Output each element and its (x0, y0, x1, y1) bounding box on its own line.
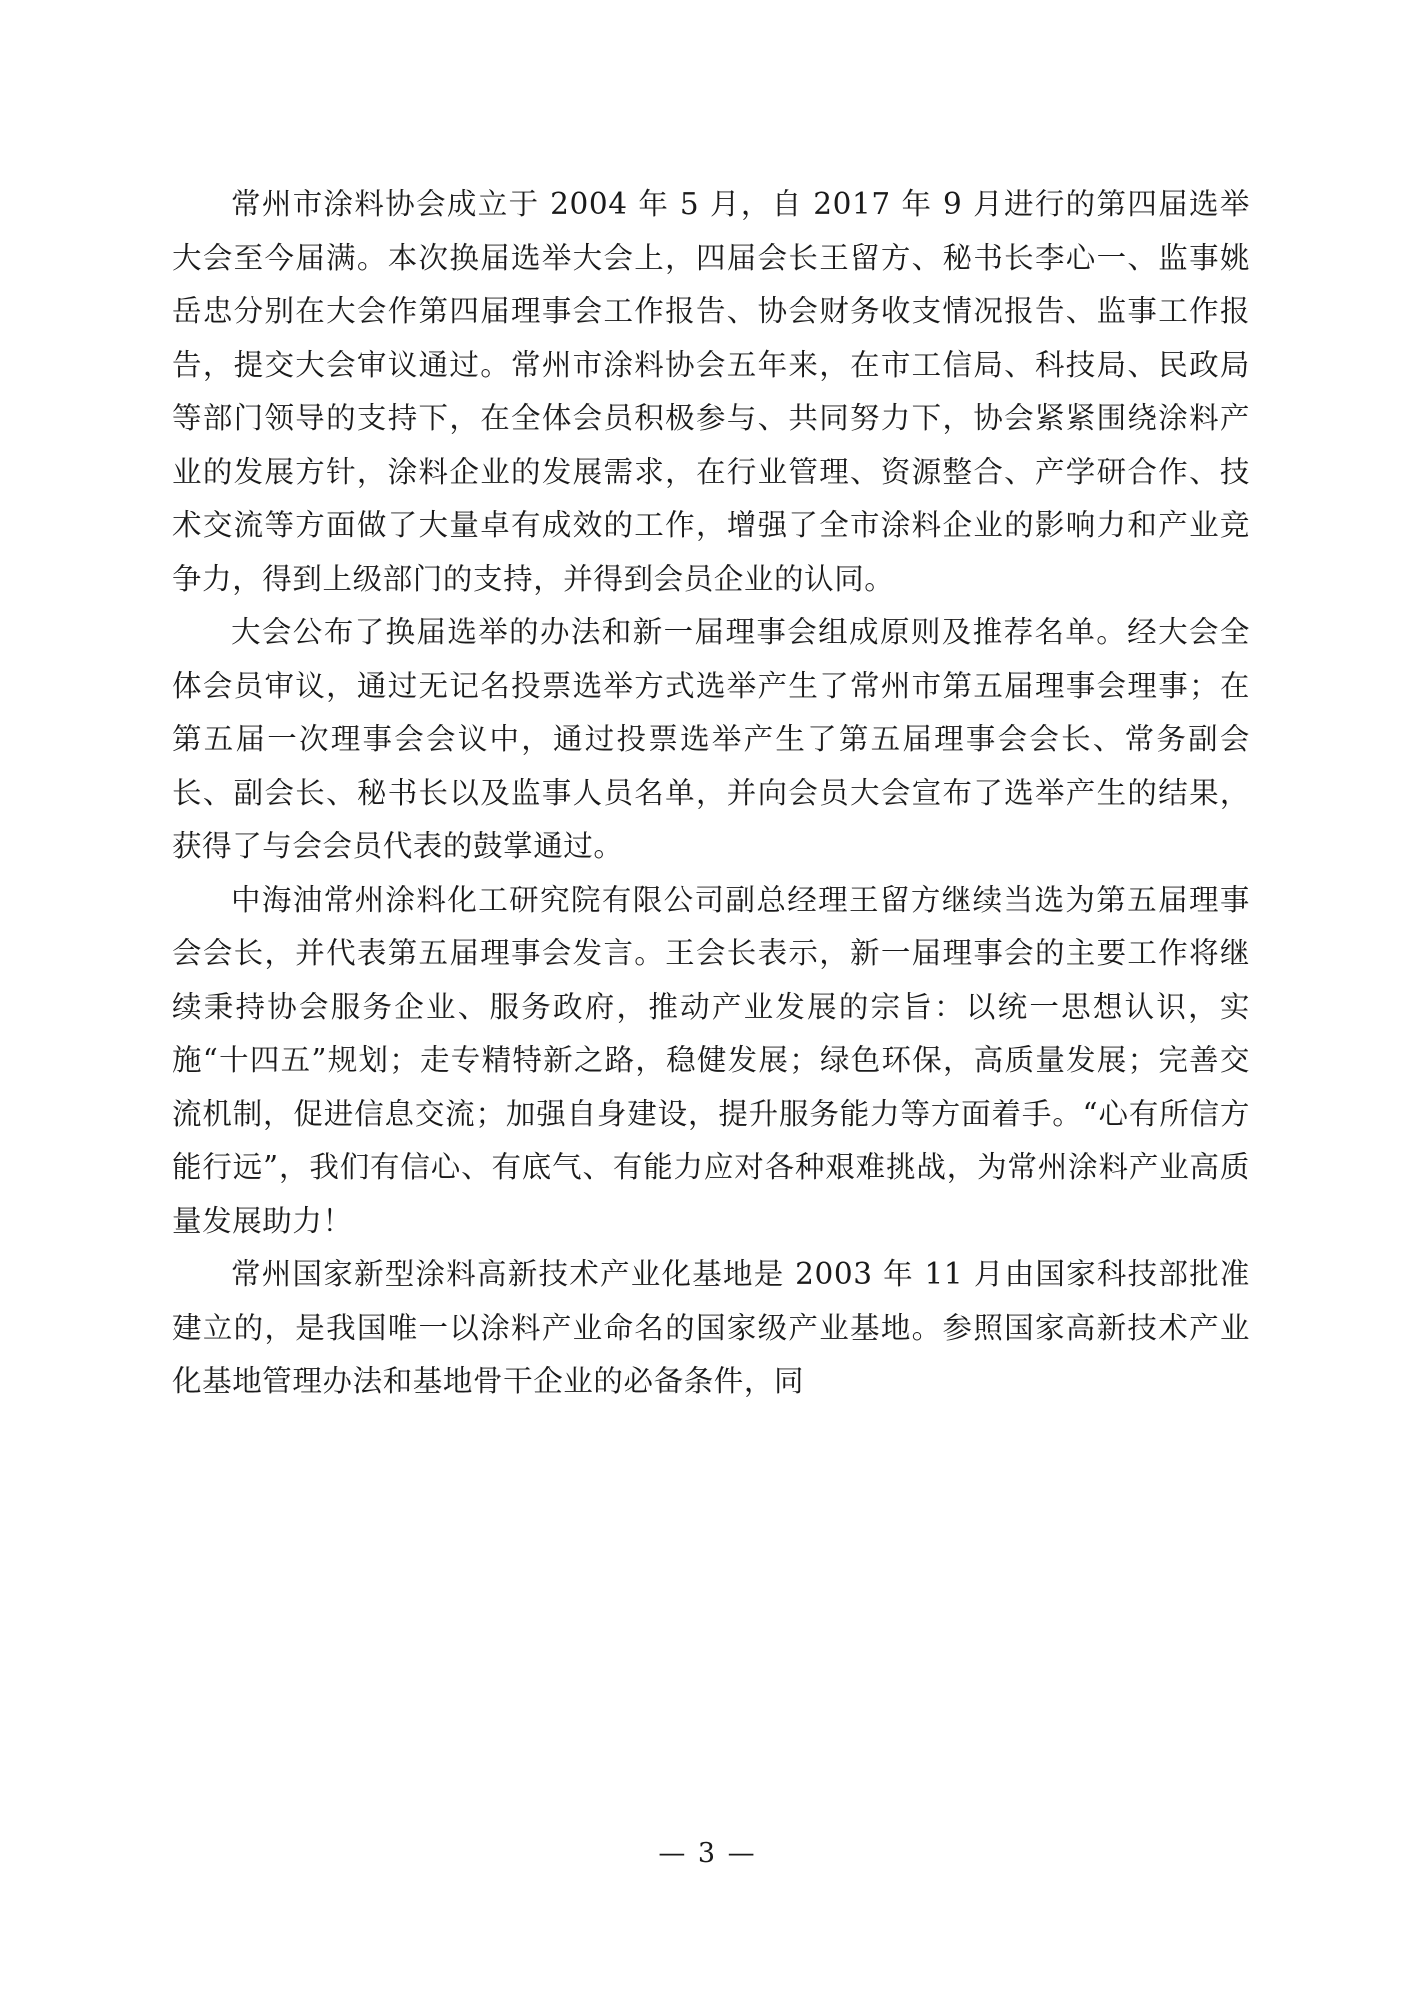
paragraph: 常州市涂料协会成立于 2004 年 5 月，自 2017 年 9 月进行的第四届选举大会至今届满。本次换届选举大会上，四届会长王留方、秘书长李心一、监事姚岳忠分别在大会作第四届理事会工作报告、协会财务收支情况报告、监事工作报告，提交大会审议通过。常州市涂料协会五年来，在市工信局、科技局、民政局等部门领导的支持下，在全体会员积极参与、共同努力下，协会紧紧围绕涂料产业的发展方针，涂料企业的发展需求，在行业管理、资源整合、产学研合作、技术交流等方面做了大量卓有成效的工作，增强了全市涂料企业的影响力和产业竞争力，得到上级部门的支持，并得到会员企业的认同。 (172, 187, 1250, 596)
paragraph: 大会公布了换届选举的办法和新一届理事会组成原则及推荐名单。经大会全体会员审议，通过无记名投票选举方式选举产生了常州市第五届理事会理事；在第五届一次理事会会议中，通过投票选举产生了第五届理事会会长、常务副会长、副会长、秘书长以及监事人员名单，并向会员大会宣布了选举产生的结果，获得了与会会员代表的鼓掌通过。 (172, 615, 1250, 863)
paragraph: 中海油常州涂料化工研究院有限公司副总经理王留方继续当选为第五届理事会会长，并代表第五届理事会发言。王会长表示，新一届理事会的主要工作将继续秉持协会服务企业、服务政府，推动产业发展的宗旨：以统一思想认识，实施“十四五”规划；走专精特新之路，稳健发展；绿色环保，高质量发展；完善交流机制，促进信息交流；加强自身建设，提升服务能力等方面着手。“心有所信方能行远”，我们有信心、有底气、有能力应对各种艰难挑战，为常州涂料产业高质量发展助力！ (172, 882, 1250, 1238)
document-body (172, 178, 1250, 1409)
page-number: — 3 — (658, 1838, 757, 1869)
paragraph: 常州国家新型涂料高新技术产业化基地是 2003 年 11 月由国家科技部批准建立的，是我国唯一以涂料产业命名的国家级产业基地。参照国家高新技术产业化基地管理办法和基地骨干企业的必备条件，同 (172, 1257, 1250, 1398)
